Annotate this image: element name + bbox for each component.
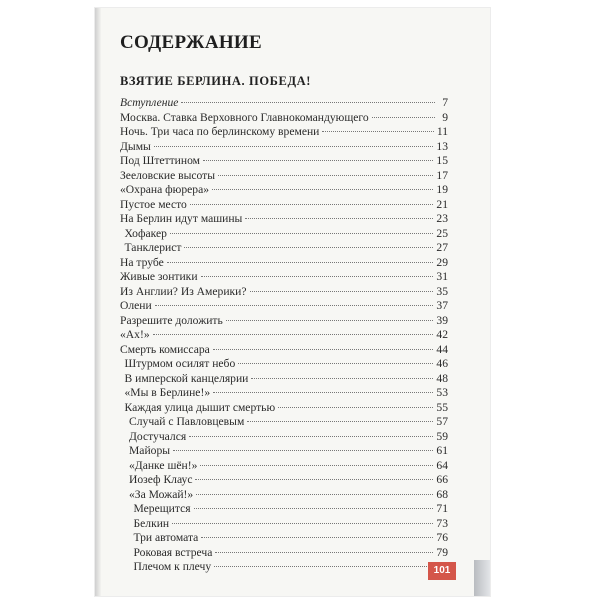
toc-entry bbox=[120, 415, 448, 430]
toc-entry-title: В имперской канцелярии bbox=[124, 371, 249, 385]
toc-entry-title: Мерещится bbox=[133, 502, 191, 515]
toc-entry-page: 23 bbox=[436, 212, 448, 225]
toc-entry-title: Роковая встреча bbox=[133, 545, 213, 559]
toc-entry-page: 21 bbox=[436, 197, 448, 211]
toc-entry bbox=[120, 299, 448, 314]
toc-entry bbox=[120, 256, 448, 271]
toc-entry bbox=[120, 357, 448, 372]
toc-entry-title: Плечом к плечу bbox=[133, 560, 212, 573]
toc-entry bbox=[120, 459, 448, 474]
dot-leader bbox=[215, 552, 433, 553]
toc-entry bbox=[120, 444, 448, 459]
dot-leader bbox=[212, 189, 433, 190]
toc-entry-title: Белкин bbox=[133, 516, 170, 530]
toc-entry-page: 61 bbox=[436, 444, 448, 457]
toc-entry bbox=[120, 198, 448, 213]
toc-entry bbox=[120, 241, 448, 256]
toc-entry-title: На Берлин идут машины bbox=[120, 212, 243, 225]
toc-entry bbox=[120, 125, 448, 140]
toc-entry-title: «Мы в Берлине!» bbox=[124, 386, 211, 399]
dot-leader bbox=[201, 276, 434, 277]
toc-entry-page: 37 bbox=[436, 299, 448, 312]
dot-leader bbox=[194, 508, 434, 509]
toc-entry-page: 35 bbox=[436, 284, 448, 298]
toc-entry-page: 66 bbox=[436, 473, 448, 486]
toc-entry bbox=[120, 183, 448, 198]
toc-entry-title: Штурмом осилят небо bbox=[124, 357, 236, 370]
toc-entry-title: Танклерист bbox=[124, 241, 182, 254]
toc-entry-page: 59 bbox=[436, 429, 448, 443]
toc-entry-page: 9 bbox=[442, 110, 448, 124]
dot-leader bbox=[372, 117, 435, 118]
toc-entry-title: Вступление bbox=[120, 96, 179, 109]
toc-entry-page: 76 bbox=[436, 531, 448, 544]
toc-entry-title: Хофакер bbox=[124, 226, 167, 240]
toc-entry-title: Случай с Павловцевым bbox=[129, 415, 245, 428]
toc-entry bbox=[120, 488, 448, 503]
dot-leader bbox=[214, 566, 435, 567]
toc-entry bbox=[120, 517, 448, 532]
dot-leader bbox=[278, 407, 433, 408]
toc-entry-title: Олени bbox=[120, 299, 152, 312]
toc-entry-page: 73 bbox=[436, 516, 448, 530]
toc-entry-page: 27 bbox=[436, 241, 448, 254]
page-number-badge: 101 bbox=[428, 562, 456, 580]
toc-entry-title: Из Англии? Из Америки? bbox=[120, 284, 247, 298]
toc-entry bbox=[120, 212, 448, 227]
toc-entry-page: 39 bbox=[436, 313, 448, 327]
page-title: СОДЕРЖАНИЕ bbox=[120, 32, 262, 53]
toc-entry bbox=[120, 401, 448, 416]
toc-entry bbox=[120, 169, 448, 184]
dot-leader bbox=[226, 320, 434, 321]
toc-entry bbox=[120, 270, 448, 285]
dot-leader bbox=[213, 392, 433, 393]
toc-entry bbox=[120, 473, 448, 488]
toc-entry-page: 55 bbox=[436, 400, 448, 414]
toc-entry-title: На трубе bbox=[120, 255, 164, 269]
dot-leader bbox=[195, 479, 433, 480]
toc-entry bbox=[120, 328, 448, 343]
dot-leader bbox=[173, 450, 433, 451]
toc-entry-title: «За Можай!» bbox=[129, 487, 194, 501]
toc-entry-page: 42 bbox=[436, 328, 448, 341]
dot-leader bbox=[190, 204, 434, 205]
toc-entry-title: Три автомата bbox=[133, 531, 199, 544]
toc-entry-page: 46 bbox=[436, 357, 448, 370]
toc-entry bbox=[120, 343, 448, 358]
toc-entry bbox=[120, 386, 448, 401]
toc-entry-title: Москва. Ставка Верховного Главнокомандующего bbox=[120, 110, 369, 124]
toc-entry bbox=[120, 502, 448, 517]
toc-entry-page: 44 bbox=[436, 342, 448, 356]
toc-entry-page: 25 bbox=[436, 226, 448, 240]
dot-leader bbox=[196, 494, 433, 495]
toc-entry-page: 68 bbox=[436, 487, 448, 501]
toc-entry bbox=[120, 560, 448, 575]
dot-leader bbox=[238, 363, 433, 364]
dot-leader bbox=[201, 537, 433, 538]
toc-entry-page: 29 bbox=[436, 255, 448, 269]
dot-leader bbox=[213, 349, 434, 350]
dot-leader bbox=[247, 421, 433, 422]
toc-entry-title: Пустое место bbox=[120, 197, 187, 211]
toc-entry bbox=[120, 531, 448, 546]
dot-leader bbox=[203, 160, 433, 161]
dot-leader bbox=[153, 334, 434, 335]
dot-leader bbox=[218, 175, 433, 176]
dot-leader bbox=[170, 233, 434, 234]
toc-entry bbox=[120, 314, 448, 329]
toc-entry-page: 57 bbox=[436, 415, 448, 428]
toc-entry bbox=[120, 111, 448, 126]
dot-leader bbox=[251, 378, 433, 379]
table-of-contents bbox=[120, 96, 448, 575]
toc-entry bbox=[120, 430, 448, 445]
dot-leader bbox=[245, 218, 433, 219]
dot-leader bbox=[200, 465, 433, 466]
toc-entry-page: 15 bbox=[436, 154, 448, 167]
toc-entry bbox=[120, 546, 448, 561]
dot-leader bbox=[172, 523, 433, 524]
page-edge-shadow bbox=[474, 560, 490, 596]
toc-entry-title: Дымы bbox=[120, 139, 151, 153]
toc-entry-page: 7 bbox=[442, 96, 448, 109]
toc-entry-page: 13 bbox=[436, 139, 448, 153]
toc-entry-title: Майоры bbox=[129, 444, 171, 457]
toc-entry-page: 31 bbox=[436, 270, 448, 283]
toc-entry-title: Каждая улица дышит смертью bbox=[124, 400, 276, 414]
dot-leader bbox=[154, 146, 434, 147]
page-spine-shadow bbox=[95, 8, 101, 596]
toc-entry-page: 71 bbox=[436, 502, 448, 515]
dot-leader bbox=[155, 305, 434, 306]
dot-leader bbox=[184, 247, 433, 248]
toc-entry-title: «Охрана фюрера» bbox=[120, 183, 210, 196]
toc-entry-title: Иозеф Клаус bbox=[129, 473, 193, 486]
toc-entry-title: Живые зонтики bbox=[120, 270, 198, 283]
toc-entry bbox=[120, 140, 448, 155]
toc-entry-page: 53 bbox=[436, 386, 448, 399]
dot-leader bbox=[250, 291, 434, 292]
toc-entry bbox=[120, 372, 448, 387]
toc-entry-title: «Ах!» bbox=[120, 328, 150, 341]
toc-entry-page: 11 bbox=[436, 125, 448, 138]
dot-leader bbox=[181, 102, 435, 103]
dot-leader bbox=[167, 262, 434, 263]
toc-entry-title: Разрешите доложить bbox=[120, 313, 223, 327]
toc-entry-title: «Данке шён!» bbox=[129, 458, 198, 472]
toc-entry bbox=[120, 227, 448, 242]
toc-entry-title: Под Штеттином bbox=[120, 154, 200, 167]
toc-entry-title: Достучался bbox=[129, 429, 187, 443]
toc-entry-page: 79 bbox=[436, 545, 448, 559]
dot-leader bbox=[322, 131, 433, 132]
toc-entry-page: 48 bbox=[436, 371, 448, 385]
toc-entry bbox=[120, 154, 448, 169]
toc-entry-page: 19 bbox=[436, 183, 448, 196]
toc-entry-title: Смерть комиссара bbox=[120, 342, 210, 356]
toc-entry-page: 64 bbox=[436, 458, 448, 472]
toc-entry bbox=[120, 285, 448, 300]
toc-entry-title: Зееловские высоты bbox=[120, 168, 216, 182]
toc-entry-page: 17 bbox=[436, 168, 448, 182]
dot-leader bbox=[189, 436, 433, 437]
toc-entry-title: Ночь. Три часа по берлинскому времени bbox=[120, 125, 320, 138]
section-title: ВЗЯТИЕ БЕРЛИНА. ПОБЕДА! bbox=[120, 74, 312, 88]
toc-entry bbox=[120, 96, 448, 111]
